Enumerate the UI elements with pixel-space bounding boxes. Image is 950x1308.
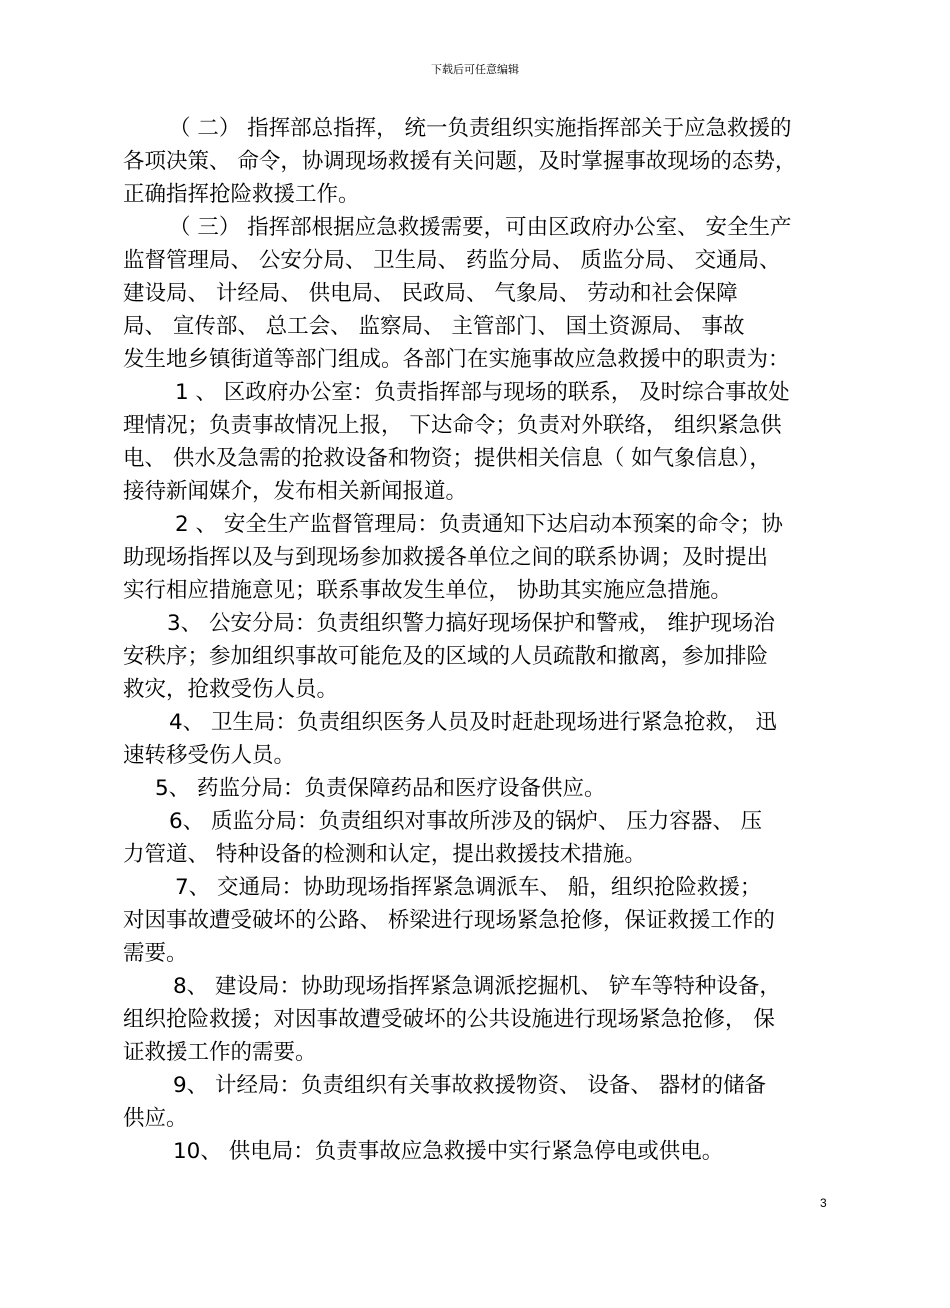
paragraph-line: 接待新闻媒介，发布相关新闻报道。 (123, 479, 468, 504)
paragraph-line: 8、 建设局：协助现场指挥紧急调派挖掘机、 铲车等特种设备， (173, 974, 781, 999)
paragraph-line: 力管道、 特种设备的检测和认定，提出救援技术措施。 (123, 842, 646, 867)
document-body (123, 112, 835, 1168)
paragraph-line: 7、 交通局：协助现场指挥紧急调派车、 船，组织抢险救援； (175, 875, 762, 900)
paragraph-line: 组织抢险救援；对因事故遭受破坏的公共设施进行现场紧急抢修， 保 (123, 1007, 775, 1032)
paragraph-line: 3、 公安分局：负责组织警力搞好现场保护和警戒， 维护现场治 (167, 611, 775, 636)
paragraph-line: 理情况；负责事故情况上报， 下达命令；负责对外联络， 组织紧急供 (123, 413, 782, 438)
paragraph-line: 发生地乡镇街道等部门组成。各部门在实施事故应急救援中的职责为： (123, 347, 790, 372)
paragraph-line: 对因事故遭受破坏的公路、 桥梁进行现场紧急抢修，保证救援工作的 (123, 908, 775, 933)
paragraph-line: 助现场指挥以及与到现场参加救援各单位之间的联系协调；及时提出 (123, 545, 769, 570)
paragraph-line: 电、 供水及急需的抢救设备和物资；提供相关信息（ 如气象信息）， (123, 446, 771, 471)
paragraph-line: 救灾，抢救受伤人员。 (123, 677, 339, 702)
paragraph-line: 2 、 安全生产监督管理局：负责通知下达启动本预案的命令；协 (175, 512, 783, 537)
header-note: 下载后可任意编辑 (431, 63, 519, 76)
paragraph-line: 5、 药监分局：负责保障药品和医疗设备供应。 (155, 776, 606, 801)
paragraph-line: 正确指挥抢险救援工作。 (123, 182, 360, 207)
paragraph-line: 安秩序；参加组织事故可能危及的区域的人员疏散和撤离，参加排险 (123, 644, 769, 669)
paragraph-line: 速转移受伤人员。 (123, 743, 296, 768)
paragraph-line: 需要。 (123, 941, 188, 966)
paragraph-line: 局、 宣传部、 总工会、 监察局、 主管部门、 国土资源局、 事故 (123, 314, 745, 339)
paragraph-line: （ 二） 指挥部总指挥， 统一负责组织实施指挥部关于应急救援的 (169, 116, 792, 141)
paragraph-line: 监督管理局、 公安分局、 卫生局、 药监分局、 质监分局、 交通局、 (123, 248, 781, 273)
paragraph-line: 9、 计经局：负责组织有关事故救援物资、 设备、 器材的储备 (173, 1073, 767, 1098)
paragraph-line: （ 三） 指挥部根据应急救援需要，可由区政府办公室、 安全生产 (169, 215, 792, 240)
paragraph-line: 4、 卫生局：负责组织医务人员及时赶赴现场进行紧急抢救， 迅 (169, 710, 777, 735)
page-number: 3 (820, 1196, 827, 1210)
paragraph-line: 各项决策、 命令，协调现场救援有关问题，及时掌握事故现场的态势， (123, 149, 797, 174)
paragraph-line: 1 、 区政府办公室：负责指挥部与现场的联系， 及时综合事故处 (175, 380, 790, 405)
paragraph-line: 6、 质监分局：负责组织对事故所涉及的锅炉、 压力容器、 压 (169, 809, 763, 834)
paragraph-line: 供应。 (123, 1106, 188, 1131)
paragraph-line: 建设局、 计经局、 供电局、 民政局、 气象局、 劳动和社会保障 (123, 281, 738, 306)
paragraph-line: 实行相应措施意见；联系事故发生单位， 协助其实施应急措施。 (123, 578, 732, 603)
paragraph-line: 证救援工作的需要。 (123, 1040, 317, 1065)
paragraph-line: 10、 供电局：负责事故应急救援中实行紧急停电或供电。 (173, 1139, 724, 1164)
